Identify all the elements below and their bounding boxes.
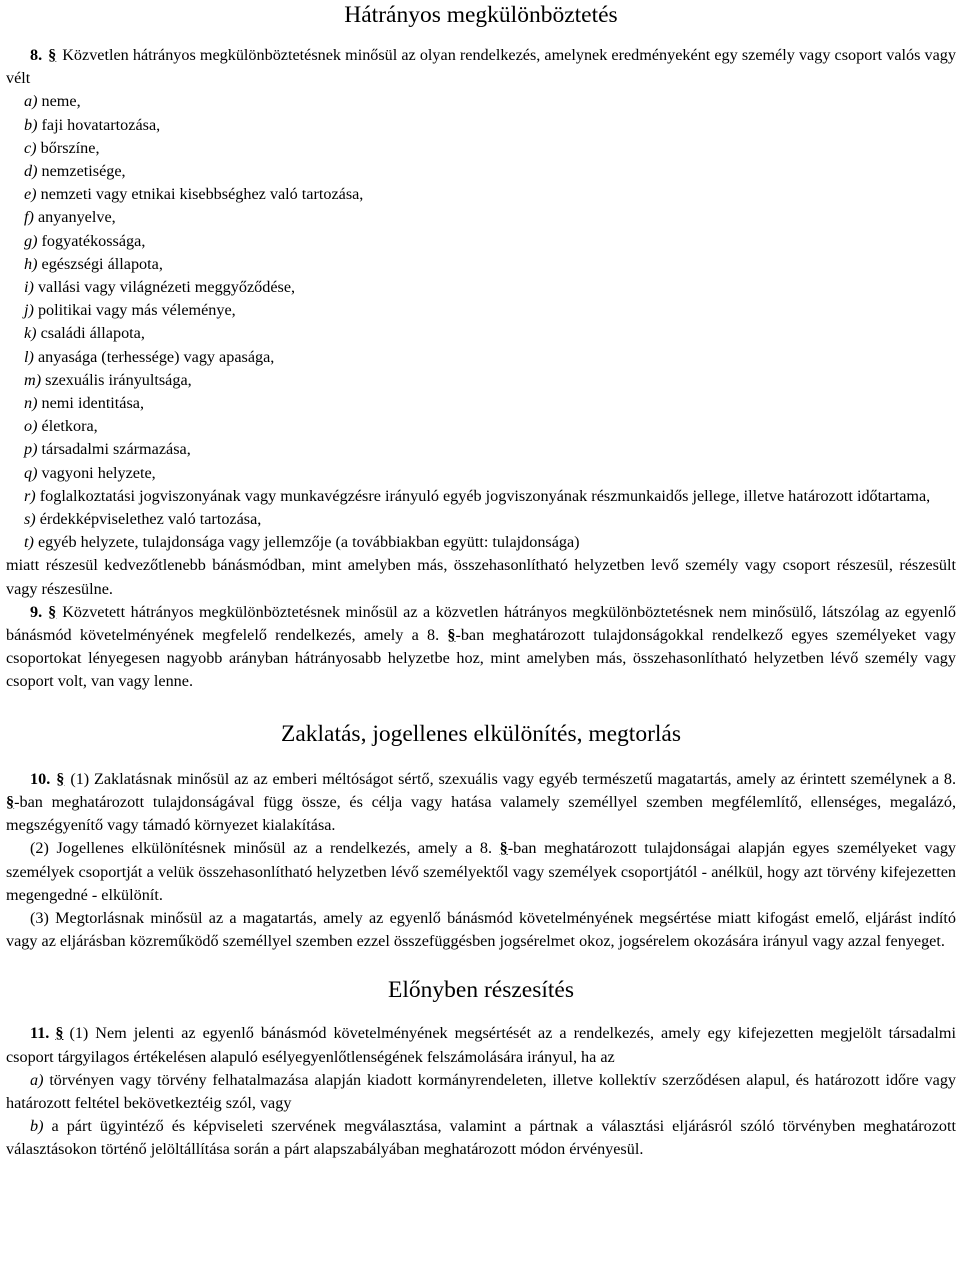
- paragraph-text: (2) Jogellenes elkülönítésnek minősül az a rendelkezés, amely a 8.: [30, 839, 493, 858]
- item-label: j): [24, 301, 34, 320]
- list-item: [6, 485, 956, 508]
- item-label: c): [24, 138, 37, 157]
- list-item: [6, 346, 956, 369]
- item-label: n): [24, 394, 38, 413]
- paragraph-11-intro: [6, 1022, 956, 1068]
- list-item: [6, 392, 956, 415]
- paragraph-number: 10.: [30, 769, 51, 788]
- list-item: [6, 253, 956, 276]
- paragraph-number: 11.: [30, 1024, 50, 1043]
- list-item: [6, 322, 956, 345]
- list-item: [6, 508, 956, 531]
- item-text: egyéb helyzete, tulajdonsága vagy jellemzője (a továbbiakban együtt: tulajdonsága): [37, 533, 580, 552]
- paragraph-text: (1) Zaklatásnak minősül az az emberi méltóságot sértő, szexuális vagy egyéb természetű magatartás, amely az érintett személynek a 8.: [70, 769, 956, 788]
- paragraph-9: [6, 601, 956, 694]
- item-text: szexuális irányultsága,: [45, 370, 192, 389]
- section-sign-link[interactable]: §: [447, 626, 456, 645]
- section-title-elonyben: Előnyben részesítés: [388, 977, 574, 1004]
- item-text: nemzetisége,: [41, 162, 126, 181]
- paragraph-text: Közvetlen hátrányos megkülönböztetésnek minősül az olyan rendelkezés, amelynek eredményeként egy személy vagy csoport valós vagy vélt: [6, 46, 956, 88]
- item-text: foglalkoztatási jogviszonyának vagy munkavégzésre irányuló egyéb jogviszonyának részmunkaidős jellege, illetve határozott időtartama,: [39, 486, 931, 505]
- section-sign-link[interactable]: §: [6, 792, 15, 811]
- item-label: d): [24, 162, 38, 181]
- section-title-hatranyos: Hátrányos megkülönböztetés: [344, 2, 618, 28]
- item-text: fogyatékossága,: [41, 231, 146, 250]
- list-item: [6, 531, 956, 554]
- list-item: [6, 1115, 956, 1161]
- paragraph-text: Közvetett hátrányos megkülönböztetésnek minősül az a közvetlen hátrányos megkülönböztetésnek nem minősülő, látszólag az egyenlő bánásmód követelményének megfelelő rendelkezés, amely a 8.: [6, 602, 956, 645]
- item-label: s): [24, 510, 36, 529]
- item-label: a): [30, 1070, 44, 1089]
- item-text: nemi identitása,: [41, 394, 145, 413]
- item-label: b): [30, 1117, 44, 1136]
- section-sign-link[interactable]: §: [499, 839, 508, 858]
- paragraph-text: (1) Nem jelenti az egyenlő bánásmód követelményének megsértését az a rendelkezés, amely egy kifejezetten megjelölt társadalmi csoport tárgyilagos értékelésen alapuló esélyegyenlőtlenségének felszámolására irányul, ha az: [6, 1024, 956, 1066]
- item-text: vallási vagy világnézeti meggyőződése,: [37, 278, 296, 297]
- list-item: [6, 160, 956, 183]
- item-label: l): [24, 347, 34, 366]
- paragraph-number: 8.: [30, 46, 43, 64]
- list-item: [6, 183, 956, 206]
- item-label: m): [24, 370, 42, 389]
- list-item: [6, 369, 956, 392]
- item-text: bőrszíne,: [40, 138, 100, 157]
- item-label: f): [24, 208, 34, 227]
- paragraph-text: -ban meghatározott tulajdonságokkal rendelkező egyes személyeket vagy csoportokat lényegesen nagyobb arányban hátrányosabb helyzetbe hoz, mint amelyben más, összehasonlítható helyzetben lévő személy vagy csoport volt, van vagy lenne.: [6, 626, 956, 691]
- section-title-zaklatas: Zaklatás, jogellenes elkülönítés, megtorlás: [280, 720, 682, 747]
- item-label: b): [24, 115, 38, 134]
- list-item: [6, 90, 956, 113]
- list-item: [6, 415, 956, 438]
- section-sign-link[interactable]: §: [55, 1024, 64, 1043]
- section-sign-link[interactable]: §: [56, 769, 65, 788]
- item-text: társadalmi származása,: [41, 440, 191, 459]
- paragraph-10-1: [6, 768, 956, 838]
- paragraph-number: 9.: [30, 602, 43, 621]
- item-label: t): [24, 533, 34, 552]
- list-item: [6, 206, 956, 229]
- item-text: nemzeti vagy etnikai kisebbséghez való tartozása,: [40, 185, 364, 204]
- section-sign-link[interactable]: §: [48, 46, 57, 64]
- list-item: [6, 276, 956, 299]
- item-label: p): [24, 440, 38, 459]
- item-text: egészségi állapota,: [41, 254, 163, 273]
- paragraph-8-list: [6, 90, 956, 554]
- item-text: a párt ügyintéző és képviseleti szervének megválasztása, valamint a pártnak a választási eljárásról szóló törvényben meghatározott választásokon történő jelöltállítása során a párt alapszabályában meghatározott módon érvényesül.: [6, 1117, 956, 1159]
- paragraph-10-2: [6, 837, 956, 907]
- paragraph-8-intro: [6, 44, 956, 90]
- paragraph-10-3: (3) Megtorlásnak minősül az a magatartás, amely az egyenlő bánásmód követelményének megsértése miatt kifogást emelő, eljárást indító vagy az eljárásban közreműködő személlyel szemben ezzel összefüggésben jogsérelmet okoz, jogsérelem okozására irányul vagy azzal fenyeget.: [6, 908, 956, 951]
- item-text: anyasága (terhessége) vagy apasága,: [37, 347, 275, 366]
- item-text: életkora,: [41, 417, 98, 436]
- paragraph-text: -ban meghatározott tulajdonságai alapján egyes személyeket vagy személyek csoportját a velük összehasonlítható helyzetben lévő személyektől vagy személyek csoportjától - anélkül, hogy azt törvény kifejezetten megengedné - elkülönít.: [6, 839, 957, 904]
- list-item: [6, 230, 956, 253]
- item-label: k): [24, 324, 37, 343]
- list-item: [6, 114, 956, 137]
- list-item: [6, 299, 956, 322]
- item-text: törvényen vagy törvény felhatalmazása alapján kiadott kormányrendeleten, illetve kollektív szerződésen alapul, és határozott időre vagy határozott feltétel bekövetkeztéig szól, vagy: [6, 1070, 957, 1112]
- item-label: r): [24, 486, 36, 505]
- item-label: h): [24, 254, 38, 273]
- list-item: [6, 137, 956, 160]
- item-text: érdekképviselethez való tartozása,: [39, 510, 262, 529]
- item-label: q): [24, 463, 38, 482]
- item-label: a): [24, 92, 38, 111]
- list-item: [6, 438, 956, 461]
- item-text: anyanyelve,: [37, 208, 116, 227]
- list-item: [6, 1069, 956, 1115]
- paragraph-8-closing: miatt részesül kedvezőtlenebb bánásmódban, mint amelyben más, összehasonlítható helyzetben levő személy vagy csoport részesül, részesült vagy részesülne.: [6, 556, 956, 598]
- item-text: politikai vagy más véleménye,: [37, 301, 236, 320]
- item-label: e): [24, 185, 37, 204]
- paragraph-text: -ban meghatározott tulajdonságával függ össze, és célja vagy hatása valamely személlyel szemben megfélemlítő, ellenséges, megalázó, megszégyenítő vagy támadó környezet kialakítása.: [6, 792, 956, 835]
- item-text: vagyoni helyzete,: [41, 463, 156, 482]
- item-label: g): [24, 231, 38, 250]
- section-sign-link[interactable]: §: [48, 602, 57, 621]
- item-text: családi állapota,: [40, 324, 145, 343]
- item-text: neme,: [41, 92, 81, 111]
- item-label: o): [24, 417, 38, 436]
- item-label: i): [24, 278, 34, 297]
- item-text: faji hovatartozása,: [41, 115, 161, 134]
- list-item: [6, 462, 956, 485]
